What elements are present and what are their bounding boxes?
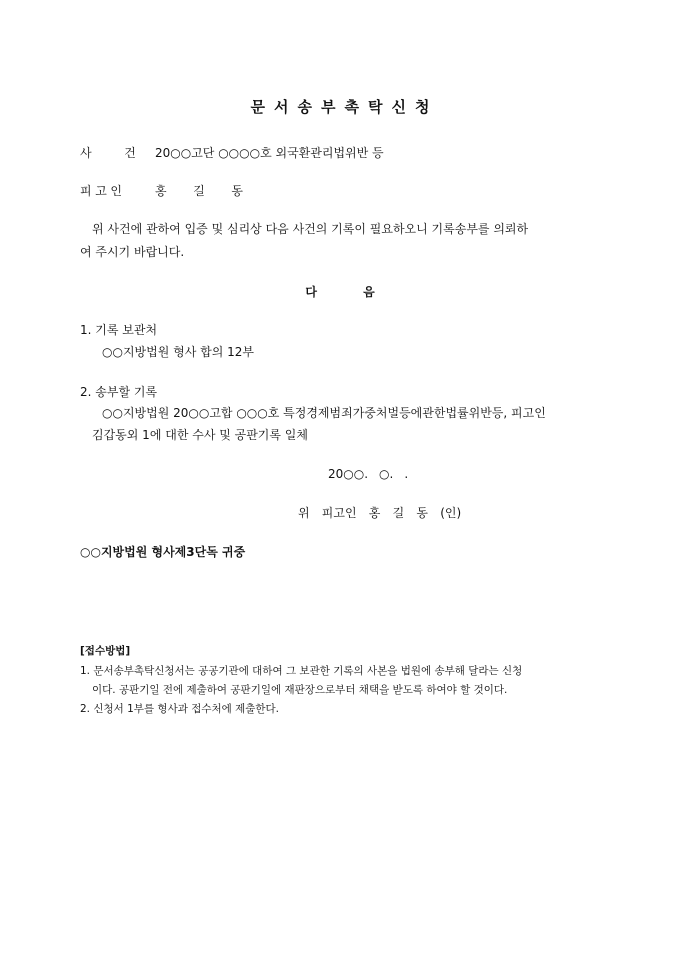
signature: 위 피고인 홍 길 동 (인) (298, 506, 462, 520)
defendant-label: 피고인 (80, 184, 126, 198)
item-1-body: ○○지방법원 형사 합의 12부 (102, 345, 254, 359)
intro-line-1: 위 사건에 관하여 입증 및 심리상 다음 사건의 기록이 필요하오니 기록송부를 의뢰하 (92, 222, 529, 236)
item-2-body-line-2: 김갑동외 1에 대한 수사 및 공판기록 일체 (92, 428, 308, 442)
item-1-title: 1. 기록 보관처 (80, 323, 158, 337)
notes-line-1: 1. 문서송부촉탁신청서는 공공기관에 대하여 그 보관한 기록의 사본을 법원에 송부해 달라는 신청 (80, 665, 523, 677)
date: 20○○. ○. . (328, 467, 409, 481)
court-addressee: ○○지방법원 형사제3단독 귀중 (80, 545, 246, 559)
intro-line-2: 여 주시기 바랍니다. (80, 245, 185, 259)
defendant-name: 홍 길 동 (155, 184, 244, 198)
item-2-title: 2. 송부할 기록 (80, 385, 158, 399)
notes-line-2: 이다. 공판기일 전에 제출하여 공판기일에 재판장으로부터 채택을 받도록 하여야 할 것이다. (92, 684, 508, 696)
section-heading: 다 음 (305, 285, 375, 299)
document-title: 문서송부촉탁신청 (250, 98, 439, 116)
case-value: 20○○고단 ○○○○호 외국환관리법위반 등 (155, 146, 384, 160)
notes-line-3: 2. 신청서 1부를 형사과 접수처에 제출한다. (80, 703, 280, 715)
item-2-body-line-1: ○○지방법원 20○○고합 ○○○호 특정경제범죄가중처벌등에관한법률위반등, 피고인 (102, 406, 546, 420)
case-label: 사 건 (80, 146, 151, 160)
notes-heading: [접수방법] (80, 645, 131, 657)
